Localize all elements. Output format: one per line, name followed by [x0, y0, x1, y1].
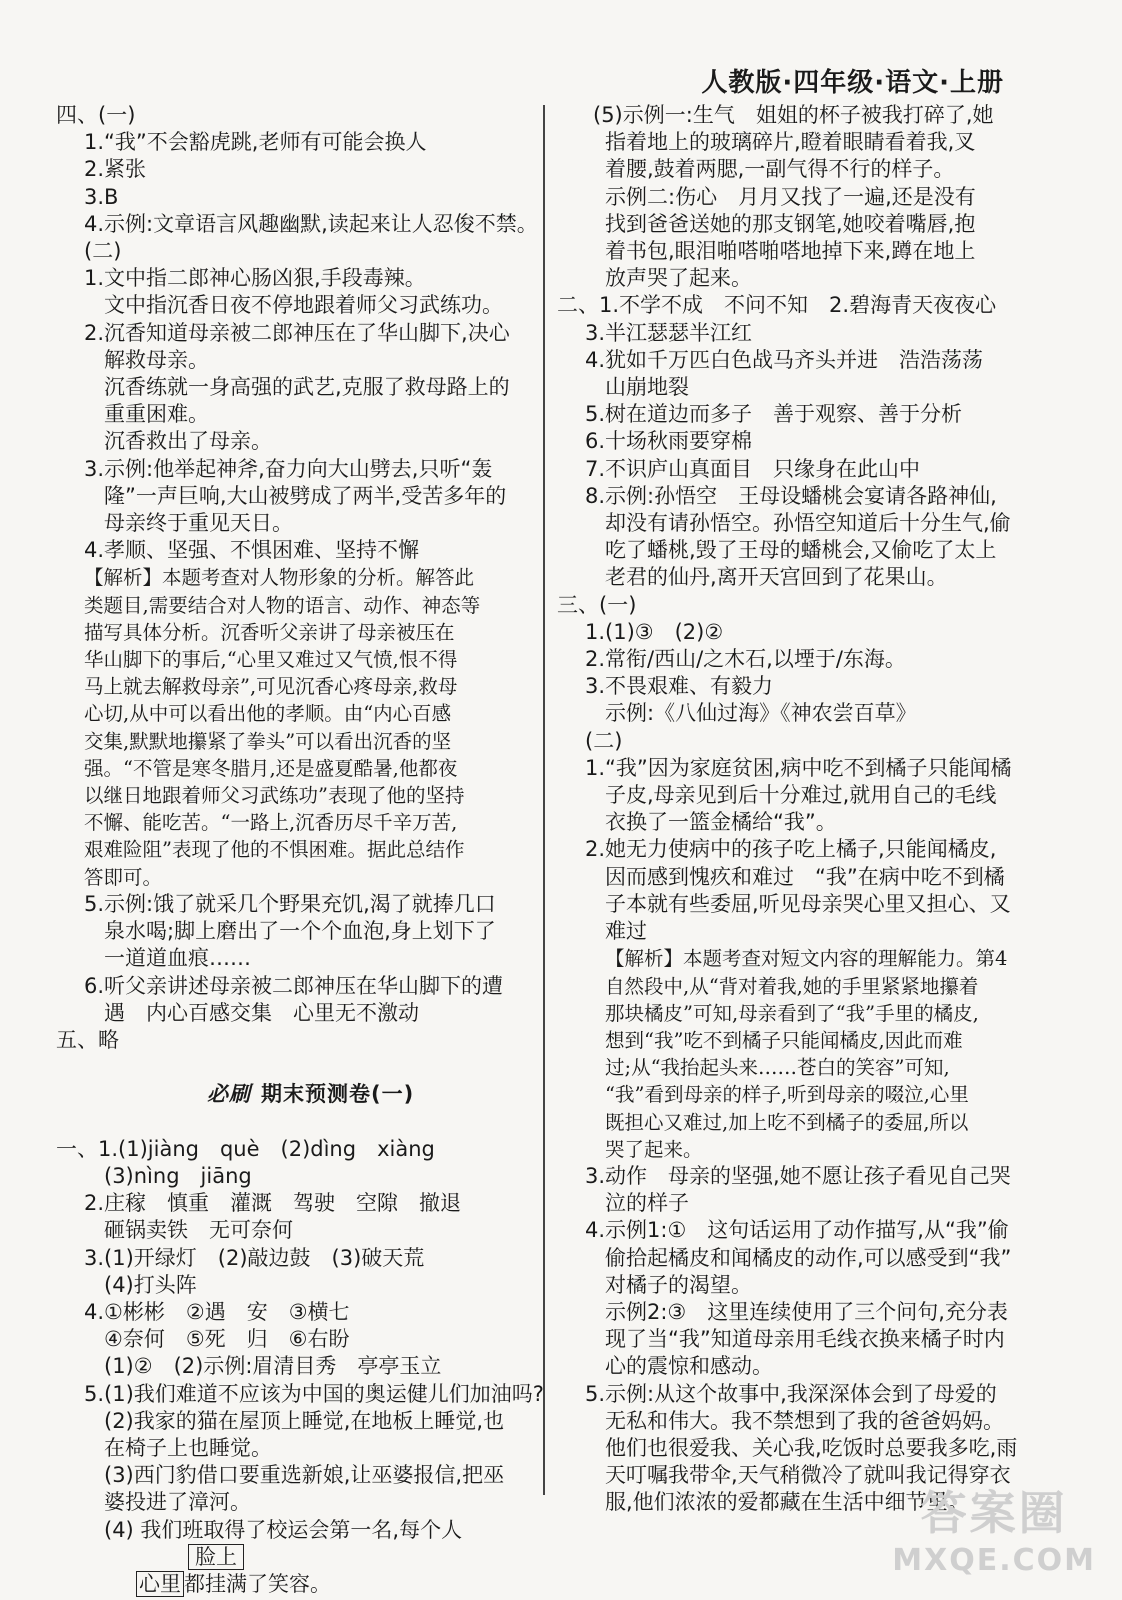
answer-line: (3)西门豹借口要重选新娘,让巫婆报信,把巫	[104, 1463, 505, 1488]
answer-line: 因而感到愧疚和难过 “我”在病中吃不到橘	[605, 864, 1005, 889]
answer-line: 现了当“我”知道母亲用毛线衣换来橘子时内	[605, 1327, 1005, 1352]
answer-line: 在椅子上也睡觉。	[104, 1435, 272, 1460]
answer-line: 一道道血痕……	[104, 946, 251, 971]
answer-line: 解救母亲。	[104, 347, 209, 372]
answer-line: 示例:《八仙过海》《神农尝百草》	[605, 701, 917, 726]
answer-line: 2.紧张	[84, 157, 147, 182]
answer-line: 3.不畏艰难、有毅力	[585, 674, 774, 699]
analysis-line: 【解析】本题考查对短文内容的理解能力。第4	[605, 947, 1008, 971]
edit-rest: 都挂满了笑容。	[184, 1571, 331, 1596]
exam-brand: 必刷	[207, 1082, 252, 1107]
answer-line: (4)打头阵	[104, 1272, 197, 1297]
answer-line: 隆”一声巨响,大山被劈成了两半,受苦多年的	[104, 483, 507, 508]
answer-line: 天叮嘱我带伞,天气稍微冷了就叫我记得穿衣	[605, 1463, 1011, 1488]
answer-line: 5.(1)我们难道不应该为中国的奥运健儿们加油吗?	[84, 1381, 544, 1406]
watermark-url: MXQE.COM	[892, 1543, 1096, 1578]
analysis-line: 心切,从中可以看出他的孝顺。由“内心百感	[84, 702, 452, 726]
analysis-line: 不懈、能吃苦。“一路上,沉香历尽千辛万苦,	[84, 811, 458, 835]
answer-line: 着腰,鼓着两腮,一副气得不行的样子。	[605, 157, 955, 182]
answer-line: 示例2:③ 这里连续使用了三个问句,充分表	[605, 1299, 1008, 1324]
answer-line: 三、(一)	[557, 592, 637, 617]
answer-line: 指着地上的玻璃碎片,瞪着眼睛看着我,叉	[605, 130, 976, 155]
answer-line: 8.示例:孙悟空 王母设蟠桃会宴请各路神仙,	[585, 483, 997, 508]
column-divider	[543, 105, 545, 1495]
analysis-line: 既担心又难过,加上吃不到橘子的委屈,所以	[605, 1110, 969, 1134]
answer-line: 6.十场秋雨要穿棉	[585, 429, 753, 454]
answer-line: 一、1.(1)jiàng què (2)dìng xiàng	[56, 1136, 435, 1161]
analysis-line: 类题目,需要结合对人物的语言、动作、神态等	[84, 593, 481, 617]
answer-line: 婆投进了漳河。	[104, 1490, 251, 1515]
page-header: 人教版·四年级·语文·上册	[701, 68, 1004, 98]
answer-line: 示例二:伤心 月月又找了一遍,还是没有	[605, 184, 976, 209]
edit-replacement: 脸上	[188, 1544, 244, 1570]
analysis-line: 答即可。	[84, 865, 163, 889]
answer-line: 1.文中指二郎神心肠凶狠,手段毒辣。	[84, 266, 426, 291]
answer-line: 4.示例1:① 这句话运用了动作描写,从“我”偷	[585, 1218, 1009, 1243]
answer-line: 3.(1)开绿灯 (2)敲边鼓 (3)破天荒	[84, 1245, 425, 1270]
right-column	[557, 102, 1057, 1517]
answer-line: 2.沉香知道母亲被二郎神压在了华山脚下,决心	[84, 320, 510, 345]
answer-line: 偷拾起橘皮和闻橘皮的动作,可以感受到“我”	[605, 1245, 1012, 1270]
answer-line: (1)② (2)示例:眉清目秀 亭亭玉立	[104, 1354, 442, 1379]
answer-line: 2.庄稼 慎重 灌溉 驾驶 空隙 撤退	[84, 1191, 462, 1216]
answer-line: 7.不识庐山真面目 只缘身在此山中	[585, 456, 921, 481]
answer-line: 无私和伟大。我不禁想到了我的爸爸妈妈。	[605, 1408, 1004, 1433]
answer-line: 3.示例:他举起神斧,奋力向大山劈去,只听“轰	[84, 456, 493, 481]
answer-line: 衣换了一篮金橘给“我”。	[605, 810, 837, 835]
watermark-logo-text: 答案圈	[920, 1486, 1068, 1540]
analysis-line: 自然段中,从“背对着我,她的手里紧紧地攥着	[605, 974, 979, 998]
answer-line: 却没有请孙悟空。孙悟空知道后十分生气,偷	[605, 511, 1011, 536]
edit-line	[136, 1571, 331, 1597]
answer-line: 山崩地裂	[605, 375, 689, 400]
answer-line: 5.示例:从这个故事中,我深深体会到了母爱的	[585, 1381, 997, 1406]
analysis-line: 想到“我”吃不到橘子只能闻橘皮,因此而难	[605, 1028, 963, 1052]
answer-line: 老君的仙丹,离开天宫回到了花果山。	[605, 565, 948, 590]
analysis-line: 艰难险阻”表现了他的不惧困难。据此总结作	[84, 838, 465, 862]
answer-line: 4.示例:文章语言风趣幽默,读起来让人忍俊不禁。	[84, 211, 538, 236]
analysis-line: 描写具体分析。沉香听父亲讲了母亲被压在	[84, 620, 455, 644]
exam-title-text: 期末预测卷(一)	[261, 1082, 415, 1107]
analysis-line: 华山脚下的事后,“心里又难过又气愤,恨不得	[84, 648, 458, 672]
answer-line: 母亲终于重见天日。	[104, 511, 293, 536]
analysis-line: 那块橘皮”可知,母亲看到了“我”手里的橘皮,	[605, 1001, 979, 1025]
edit-mark	[56, 1544, 532, 1598]
analysis-line: 马上就去解救母亲”,可见沉香心疼母亲,救母	[84, 675, 458, 699]
answer-line: 4.孝顺、坚强、不惧困难、坚持不懈	[84, 538, 420, 563]
edit-original: 心里	[136, 1571, 184, 1597]
answer-line: (5)示例一:生气 姐姐的杯子被我打碎了,她	[593, 103, 994, 127]
analysis-line: 以继日地跟着师父习武练功”表现了他的坚持	[84, 784, 465, 808]
answer-line: 泉水喝;脚上磨出了一个个血泡,身上划下了	[104, 919, 496, 944]
answer-line: (3)nìng jiāng	[104, 1163, 252, 1188]
answer-line: 二、1.不学不成 不问不知 2.碧海青天夜夜心	[557, 293, 997, 318]
answer-line: 四、(一)	[56, 103, 136, 127]
answer-line: 五、略	[56, 1027, 119, 1052]
answer-line: 1.(1)③ (2)②	[585, 619, 724, 644]
analysis-line: 过;从“我抬起头来……苍白的笑容”可知,	[605, 1056, 950, 1080]
left-column	[56, 102, 544, 1598]
analysis-line: “我”看到母亲的样子,听到母亲的啜泣,心里	[605, 1083, 969, 1107]
answer-line: 5.示例:饿了就采几个野果充饥,渴了就捧几口	[84, 891, 496, 916]
answer-line: (4) 我们班取得了校运会第一名,每个人	[104, 1517, 463, 1542]
answer-line: 4.犹如千万匹白色战马齐头并进 浩浩荡荡	[585, 347, 984, 372]
answer-line: 吃了蟠桃,毁了王母的蟠桃会,又偷吃了太上	[605, 538, 997, 563]
analysis-line: 强。“不管是寒冬腊月,还是盛夏酷暑,他都夜	[84, 756, 458, 780]
analysis-line: 哭了起来。	[605, 1137, 703, 1161]
answer-line: 3.B	[84, 184, 119, 209]
watermark	[892, 1477, 1096, 1578]
answer-line: 1.“我”因为家庭贫困,病中吃不到橘子只能闻橘	[585, 755, 1012, 780]
answer-line: (二)	[84, 239, 122, 264]
exam-title	[56, 1054, 532, 1136]
answer-line: 2.她无力使病中的孩子吃上橘子,只能闻橘皮,	[585, 837, 997, 862]
answer-line: 文中指沉香日夜不停地跟着师父习武练功。	[104, 293, 503, 318]
answer-line: 难过	[605, 919, 647, 944]
answer-line: 放声哭了起来。	[605, 266, 752, 291]
answer-line: 6.听父亲讲述母亲被二郎神压在华山脚下的遭	[84, 973, 504, 998]
answer-line: 1.“我”不会豁虎跳,老师有可能会换人	[84, 130, 427, 155]
answer-line: 3.半江瑟瑟半江红	[585, 320, 753, 345]
answer-line: 心的震惊和感动。	[605, 1354, 773, 1379]
answer-line: 沉香救出了母亲。	[104, 429, 272, 454]
answer-line: 沉香练就一身高强的武艺,克服了救母路上的	[104, 375, 510, 400]
analysis-line: 【解析】本题考查对人物形象的分析。解答此	[84, 566, 475, 590]
answer-line: 3.动作 母亲的坚强,她不愿让孩子看见自己哭	[585, 1163, 1011, 1188]
answer-line: 泣的样子	[605, 1191, 689, 1216]
answer-line: 找到爸爸送她的那支钢笔,她咬着嘴唇,抱	[605, 211, 976, 236]
answer-line: 5.树在道边而多子 善于观察、善于分析	[585, 402, 963, 427]
answer-line: (2)我家的猫在屋顶上睡觉,在地板上睡觉,也	[104, 1408, 505, 1433]
answer-line: 重重困难。	[104, 402, 209, 427]
answer-line: (二)	[585, 728, 623, 753]
answer-line: 4.①彬彬 ②遇 安 ③横七	[84, 1299, 350, 1324]
answer-line: 砸锅卖铁 无可奈何	[104, 1218, 293, 1243]
answer-line: 他们也很爱我、关心我,吃饭时总要我多吃,雨	[605, 1435, 1018, 1460]
answer-line: 服,他们浓浓的爱都藏在生活中细节里。	[605, 1490, 969, 1515]
answer-line: 遇 内心百感交集 心里无不激动	[104, 1000, 419, 1025]
answer-line: 子皮,母亲见到后十分难过,就用自己的毛线	[605, 783, 997, 808]
answer-line: 着书包,眼泪啪嗒啪嗒地掉下来,蹲在地上	[605, 239, 976, 264]
answer-line: 2.常衔/西山/之木石,以堙于/东海。	[585, 647, 906, 672]
analysis-line: 交集,默默地攥紧了拳头”可以看出沉香的坚	[84, 729, 452, 753]
answer-line: 对橘子的渴望。	[605, 1272, 752, 1297]
answer-line: ④奈何 ⑤死 归 ⑥右盼	[104, 1327, 350, 1352]
answer-line: 子本就有些委屈,听见母亲哭心里又担心、又	[605, 891, 1011, 916]
